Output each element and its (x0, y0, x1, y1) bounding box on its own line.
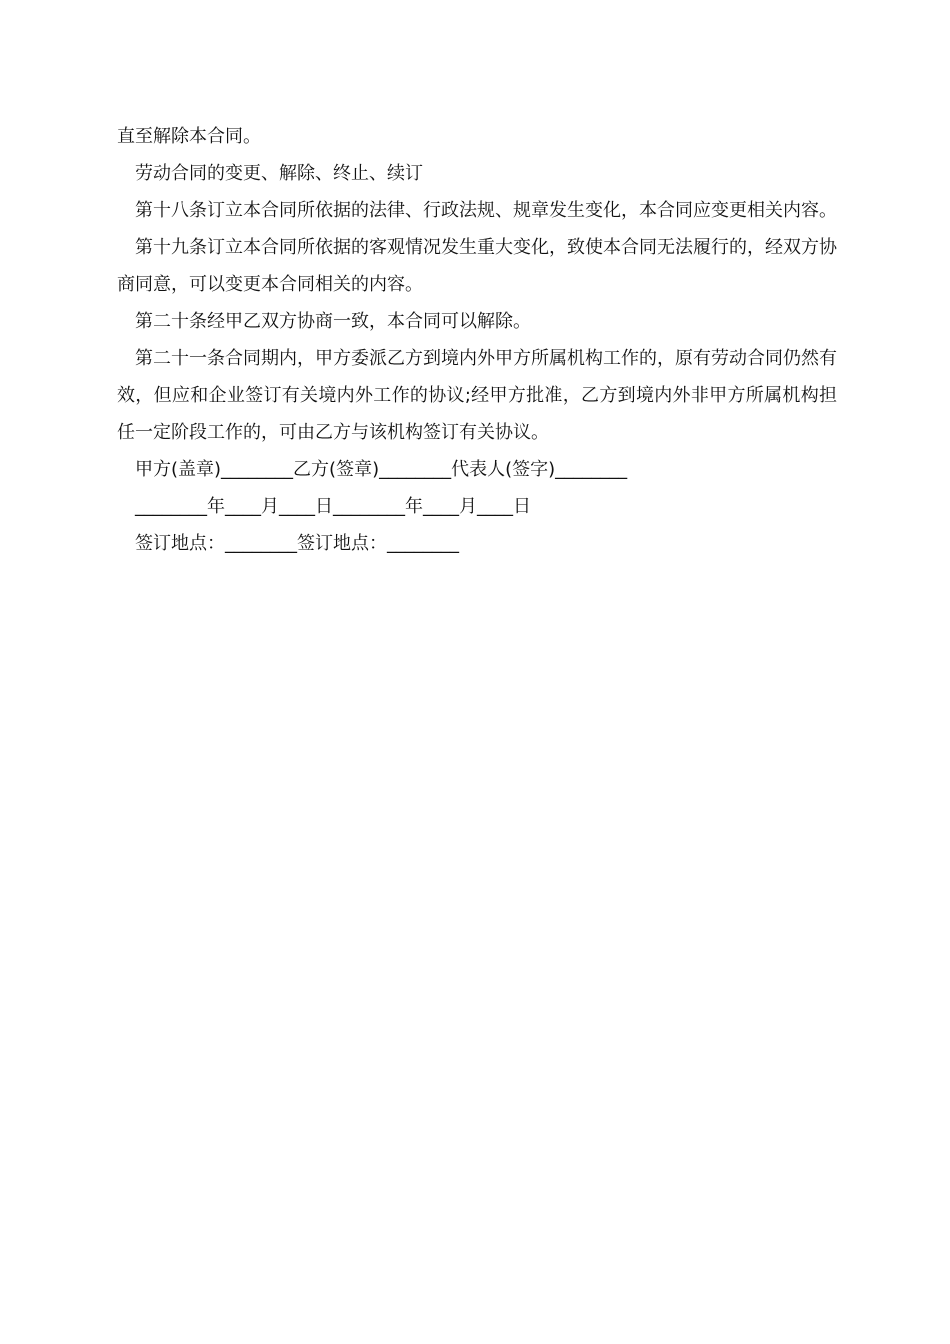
signature-parties-line: 甲方(盖章)________乙方(签章)________代表人(签字)________ (135, 459, 628, 480)
document-body (117, 118, 837, 562)
article-20: 第二十条经甲乙双方协商一致，本合同可以解除。 (135, 311, 531, 332)
article-19: 第十九条订立本合同所依据的客观情况发生重大变化，致使本合同无法履行的，经双方协商同意，可以变更本合同相关的内容。 (117, 237, 837, 295)
section-heading: 劳动合同的变更、解除、终止、续订 (135, 163, 423, 184)
signing-place-line: 签订地点：________签订地点：________ (135, 533, 459, 554)
signature-date-line: ________年____月____日________年____月____日 (135, 496, 531, 517)
article-18: 第十八条订立本合同所依据的法律、行政法规、规章发生变化，本合同应变更相关内容。 (135, 200, 837, 221)
paragraph-continuation: 直至解除本合同。 (117, 126, 261, 147)
article-21: 第二十一条合同期内，甲方委派乙方到境内外甲方所属机构工作的，原有劳动合同仍然有效，但应和企业签订有关境内外工作的协议;经甲方批准，乙方到境内外非甲方所属机构担任一定阶段工作的，可由乙方与该机构签订有关协议。 (117, 348, 837, 443)
